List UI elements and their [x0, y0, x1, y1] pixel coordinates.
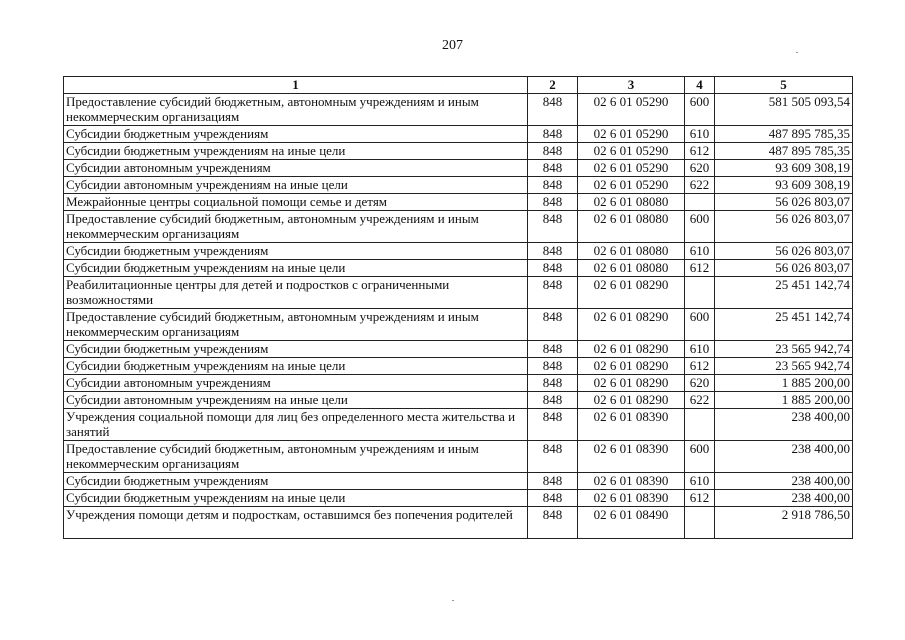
row-type-cell [685, 507, 715, 539]
row-name-cell: Предоставление субсидий бюджетным, автономным учреждениям и иным некоммерческим организациям [64, 211, 528, 243]
table-row [64, 160, 853, 177]
row-code-cell: 848 [528, 260, 578, 277]
row-code-cell: 848 [528, 160, 578, 177]
row-amount-cell: 238 400,00 [715, 473, 853, 490]
row-code-cell: 848 [528, 309, 578, 341]
row-amount-cell: 1 885 200,00 [715, 392, 853, 409]
table-row [64, 194, 853, 211]
page-number: 207 [442, 38, 463, 53]
table-row [64, 473, 853, 490]
table-row [64, 309, 853, 341]
row-name-cell: Субсидии автономным учреждениям [64, 375, 528, 392]
row-csr-cell: 02 6 01 08390 [578, 441, 685, 473]
row-csr-cell: 02 6 01 05290 [578, 160, 685, 177]
table-row [64, 490, 853, 507]
table-row [64, 441, 853, 473]
row-code-cell: 848 [528, 441, 578, 473]
column-header: 2 [528, 77, 578, 94]
row-amount-cell: 581 505 093,54 [715, 94, 853, 126]
scan-speck [796, 52, 798, 53]
row-csr-cell: 02 6 01 08390 [578, 473, 685, 490]
row-amount-cell: 56 026 803,07 [715, 260, 853, 277]
row-type-cell: 600 [685, 211, 715, 243]
row-type-cell: 600 [685, 94, 715, 126]
row-type-cell: 610 [685, 341, 715, 358]
table-row [64, 94, 853, 126]
row-csr-cell: 02 6 01 08080 [578, 260, 685, 277]
row-csr-cell: 02 6 01 08080 [578, 211, 685, 243]
row-name-cell: Субсидии автономным учреждениям на иные цели [64, 392, 528, 409]
table-row [64, 507, 853, 539]
row-csr-cell: 02 6 01 05290 [578, 94, 685, 126]
row-amount-cell: 56 026 803,07 [715, 243, 853, 260]
table-row [64, 341, 853, 358]
row-amount-cell: 23 565 942,74 [715, 341, 853, 358]
row-name-cell: Предоставление субсидий бюджетным, автономным учреждениям и иным некоммерческим организациям [64, 309, 528, 341]
table-row [64, 143, 853, 160]
row-name-cell: Предоставление субсидий бюджетным, автономным учреждениям и иным некоммерческим организациям [64, 94, 528, 126]
row-amount-cell: 1 885 200,00 [715, 375, 853, 392]
row-code-cell: 848 [528, 194, 578, 211]
row-csr-cell: 02 6 01 08390 [578, 490, 685, 507]
row-code-cell: 848 [528, 490, 578, 507]
row-amount-cell: 238 400,00 [715, 490, 853, 507]
column-header: 5 [715, 77, 853, 94]
row-name-cell: Реабилитационные центры для детей и подростков с ограниченными возможностями [64, 277, 528, 309]
row-code-cell: 848 [528, 143, 578, 160]
row-code-cell: 848 [528, 409, 578, 441]
table-row [64, 243, 853, 260]
row-csr-cell: 02 6 01 08290 [578, 392, 685, 409]
row-csr-cell: 02 6 01 08290 [578, 277, 685, 309]
row-name-cell: Предоставление субсидий бюджетным, автономным учреждениям и иным некоммерческим организациям [64, 441, 528, 473]
row-code-cell: 848 [528, 211, 578, 243]
row-type-cell: 610 [685, 126, 715, 143]
row-csr-cell: 02 6 01 08290 [578, 341, 685, 358]
row-code-cell: 848 [528, 358, 578, 375]
row-csr-cell: 02 6 01 08390 [578, 409, 685, 441]
row-name-cell: Субсидии бюджетным учреждениям [64, 126, 528, 143]
row-csr-cell: 02 6 01 08290 [578, 358, 685, 375]
row-amount-cell: 56 026 803,07 [715, 194, 853, 211]
row-csr-cell: 02 6 01 05290 [578, 177, 685, 194]
row-type-cell: 622 [685, 177, 715, 194]
row-amount-cell: 2 918 786,50 [715, 507, 853, 539]
row-amount-cell: 93 609 308,19 [715, 160, 853, 177]
row-code-cell: 848 [528, 126, 578, 143]
row-code-cell: 848 [528, 392, 578, 409]
table-row [64, 392, 853, 409]
column-header: 1 [64, 77, 528, 94]
row-type-cell: 612 [685, 143, 715, 160]
row-type-cell [685, 194, 715, 211]
row-csr-cell: 02 6 01 08490 [578, 507, 685, 539]
row-amount-cell: 93 609 308,19 [715, 177, 853, 194]
row-type-cell: 600 [685, 309, 715, 341]
row-name-cell: Субсидии бюджетным учреждениям на иные цели [64, 490, 528, 507]
row-code-cell: 848 [528, 177, 578, 194]
row-csr-cell: 02 6 01 08080 [578, 194, 685, 211]
table-row [64, 126, 853, 143]
row-name-cell: Субсидии бюджетным учреждениям [64, 341, 528, 358]
row-code-cell: 848 [528, 341, 578, 358]
row-csr-cell: 02 6 01 08080 [578, 243, 685, 260]
table-row [64, 277, 853, 309]
row-type-cell: 612 [685, 358, 715, 375]
budget-table [63, 76, 853, 539]
table-row [64, 211, 853, 243]
row-csr-cell: 02 6 01 05290 [578, 143, 685, 160]
row-name-cell: Субсидии автономным учреждениям на иные цели [64, 177, 528, 194]
row-name-cell: Субсидии автономным учреждениям [64, 160, 528, 177]
row-amount-cell: 23 565 942,74 [715, 358, 853, 375]
row-type-cell [685, 409, 715, 441]
table-row [64, 177, 853, 194]
row-type-cell: 612 [685, 490, 715, 507]
row-amount-cell: 487 895 785,35 [715, 126, 853, 143]
row-csr-cell: 02 6 01 05290 [578, 126, 685, 143]
table-header-row [64, 77, 853, 94]
table-row [64, 358, 853, 375]
row-type-cell: 622 [685, 392, 715, 409]
row-code-cell: 848 [528, 94, 578, 126]
row-name-cell: Субсидии бюджетным учреждениям [64, 473, 528, 490]
row-amount-cell: 487 895 785,35 [715, 143, 853, 160]
row-code-cell: 848 [528, 473, 578, 490]
row-code-cell: 848 [528, 243, 578, 260]
table-row [64, 375, 853, 392]
row-csr-cell: 02 6 01 08290 [578, 375, 685, 392]
row-code-cell: 848 [528, 507, 578, 539]
row-name-cell: Учреждения помощи детям и подросткам, оставшимся без попечения родителей [64, 507, 528, 539]
column-header: 4 [685, 77, 715, 94]
row-amount-cell: 238 400,00 [715, 409, 853, 441]
row-name-cell: Субсидии бюджетным учреждениям на иные цели [64, 358, 528, 375]
row-code-cell: 848 [528, 277, 578, 309]
table-row [64, 409, 853, 441]
row-type-cell: 610 [685, 243, 715, 260]
row-name-cell: Субсидии бюджетным учреждениям на иные цели [64, 143, 528, 160]
row-code-cell: 848 [528, 375, 578, 392]
row-name-cell: Субсидии бюджетным учреждениям [64, 243, 528, 260]
row-type-cell: 620 [685, 375, 715, 392]
row-amount-cell: 25 451 142,74 [715, 277, 853, 309]
row-csr-cell: 02 6 01 08290 [578, 309, 685, 341]
row-name-cell: Субсидии бюджетным учреждениям на иные цели [64, 260, 528, 277]
column-header: 3 [578, 77, 685, 94]
scan-speck [452, 600, 454, 601]
row-type-cell: 610 [685, 473, 715, 490]
row-name-cell: Учреждения социальной помощи для лиц без определенного места жительства и занятий [64, 409, 528, 441]
row-type-cell: 620 [685, 160, 715, 177]
row-amount-cell: 25 451 142,74 [715, 309, 853, 341]
table-row [64, 260, 853, 277]
row-type-cell: 612 [685, 260, 715, 277]
row-type-cell [685, 277, 715, 309]
row-amount-cell: 238 400,00 [715, 441, 853, 473]
row-type-cell: 600 [685, 441, 715, 473]
row-name-cell: Межрайонные центры социальной помощи семье и детям [64, 194, 528, 211]
row-amount-cell: 56 026 803,07 [715, 211, 853, 243]
